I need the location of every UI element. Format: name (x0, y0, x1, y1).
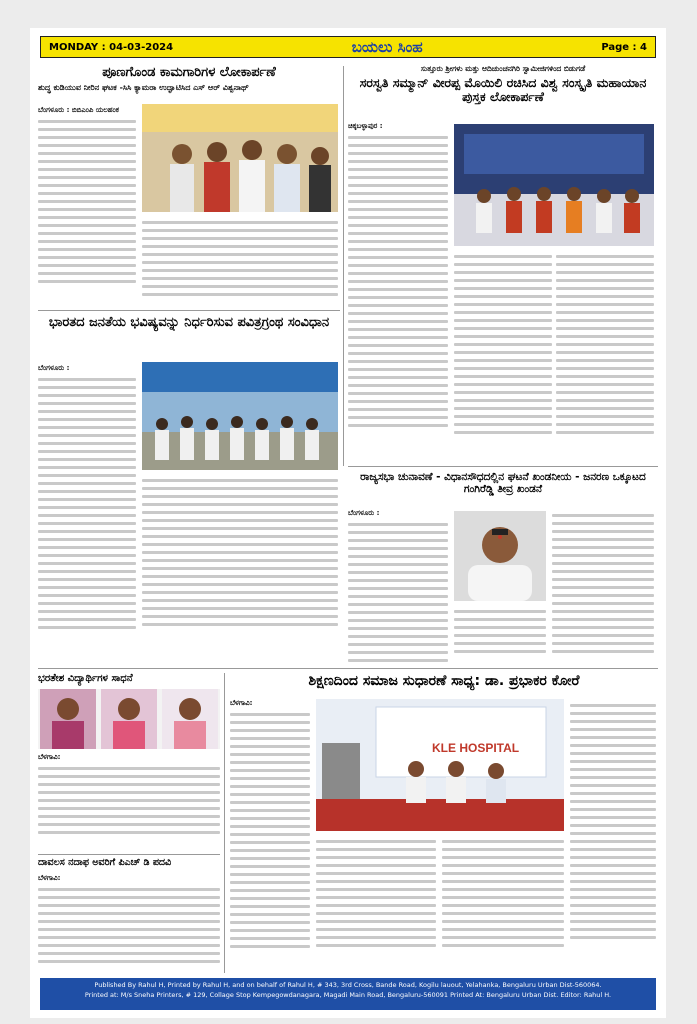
story-phd (38, 858, 220, 974)
story-book-release (348, 64, 658, 464)
story-headline: ಪೂಣಗೊಂಡ ಕಾಮಗಾರಿಗಳ ಲೋಕಾರ್ಪಣೆ (102, 66, 276, 80)
story-lead: ಬೆಂಗಳೂರು : ಬಿಬಿಎಂಪಿ ಯಲಹಂಕ (38, 106, 119, 114)
imprint-line-2: Printed at: M/s Sneha Printers, # 129, Collage Stop Kempegowdanagara, Magadi Main Road, Bengaluru-560091 Printed At: Bengaluru Urban Dist. Editor: Rahul H. (84, 991, 612, 999)
story-body (38, 106, 136, 288)
story-photo (142, 362, 338, 470)
story-subhead: ಶುದ್ಧ ಕುಡಿಯುವ ನೀರಿನ ಘಟಕ -ಸಿಸಿ ಕ್ಯಾಮರಾ ಉದ್ಘಾಟಿಸಿದ ಎಸ್ ಆರ್ ವಿಶ್ವನಾಥ್ (38, 82, 249, 92)
imprint-line-1: Published By Rahul H, Printed by Rahul H, and on behalf of Rahul H, # 343, 3rd Cross, Bande Road, Kogilu lauout, Yelahanka, Bengaluru Urban Dist-560064. (94, 981, 602, 989)
imprint-footer (40, 978, 656, 1010)
story-body (38, 364, 136, 634)
hospital-banner: KLE HOSPITAL (432, 741, 520, 755)
story-lead: ಬೆಂಗಳೂರು : (348, 509, 380, 517)
masthead (40, 36, 656, 58)
story-bharatesh (38, 673, 220, 851)
story-lead: ಬೆಳಗಾವಿ: (38, 874, 61, 882)
story-lead: ಬೆಂಗಳೂರು : (38, 364, 70, 372)
story-body (38, 874, 220, 968)
story-photo (454, 511, 546, 601)
story-lead: ಬೆಳಗಾವಿ: (38, 753, 61, 761)
story-headline: ಶಿಕ್ಷಣದಿಂದ ಸಮಾಜ ಸುಧಾರಣೆ ಸಾಧ್ಯ: ಡಾ. ಪ್ರಭಾಕರ ಕೋರೆ (308, 673, 580, 689)
story-headline: ಭಾರತದ ಜನತೆಯ ಭವಿಷ್ಯವನ್ನು ನಿರ್ಧರಿಸುವ ಪವಿತ್ರಗ್ರಂಥ ಸಂವಿಧಾನ (48, 316, 330, 330)
story-headline: ಭರತೇಶ ವಿದ್ಯಾರ್ಥಿಗಳ ಸಾಧನೆ (38, 673, 133, 684)
story-lead: ಬೆಳಗಾವಿ: (230, 699, 253, 707)
issue-date: MONDAY : 04-03-2024 (49, 41, 174, 53)
students-photo (38, 689, 220, 749)
newspaper-title: ಬಯಲು ಸಿಂಹ (351, 38, 423, 56)
newspaper-page (30, 28, 666, 1018)
story-inauguration (38, 66, 340, 306)
story-body (38, 753, 220, 839)
story-body (348, 122, 448, 432)
story-photo (142, 104, 338, 212)
story-rajyasabha (348, 471, 658, 667)
story-constitution (38, 316, 340, 664)
story-body (348, 509, 448, 667)
story-lead: ಚಿಕ್ಕಬಳ್ಳಾಪುರ : (348, 122, 383, 130)
story-body (230, 699, 310, 953)
story-kore (230, 673, 658, 973)
page-number: Page : 4 (601, 41, 647, 53)
story-headline: ದಾವಲಸ ನದಾಫ ಅವರಿಗೆ ಪಿಎಚ್ ಡಿ ಪದವಿ (38, 858, 172, 868)
story-photo (454, 124, 654, 246)
story-headline: ಸರಸ್ವತಿ ಸಮ್ಮಾನ್ ವೀರಪ್ಪ ಮೊಯಿಲಿ ರಚಿಸಿದ ವಿಶ್ವ ಸಂಸ್ಕೃತಿ ಮಹಾಯಾನ ಪುಸ್ತಕ ಲೋಕಾರ್ಪಣೆ (359, 75, 647, 105)
story-headline: ರಾಜ್ಯಸಭಾ ಚುನಾವಣೆ - ವಿಧಾನಸೌಧದಲ್ಲಿನ ಘಟನೆ ಖಂಡನೀಯ - ಜನರಣ ಒಕ್ಕೂಟದ ಗಂಗಿರೆಡ್ಡಿ ತೀವ್ರ ಖಂಡನೆ (360, 471, 646, 496)
story-photo (316, 699, 564, 831)
story-kicker: ಸುತ್ತೂರು ಶ್ರೀಗಳು ಮತ್ತು ಆದಿಚುಂಚನಗಿರಿ ಸ್ವಾಮೀಜಿಗಳಿಂದ ಬಿಡುಗಡೆ (420, 64, 586, 73)
